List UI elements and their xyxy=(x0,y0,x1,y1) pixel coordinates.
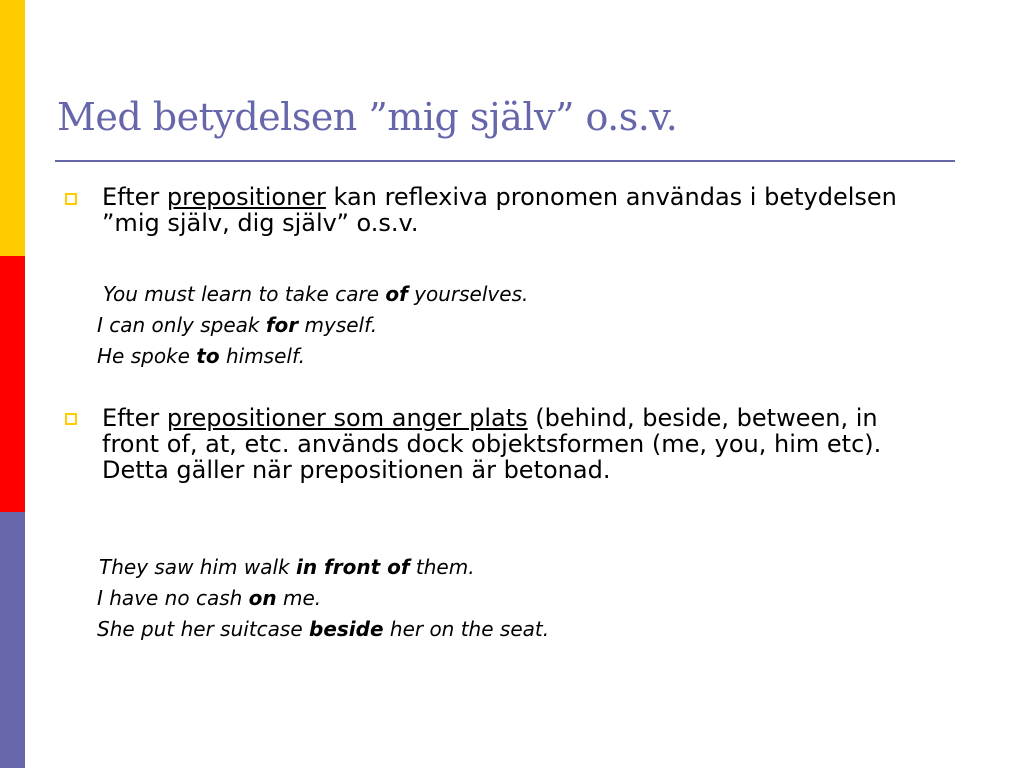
title-underline xyxy=(55,160,955,162)
example-text: her on the seat. xyxy=(383,617,550,641)
point-text: (behind, beside, between, in front of, at, etc. används dock objektsformen (me, you, him etc). Detta gäller när prepositionen är betonad. xyxy=(102,404,882,484)
bullet-square-icon xyxy=(65,413,77,425)
underlined-term: prepositioner xyxy=(166,183,326,211)
example-text: me. xyxy=(276,586,322,610)
example-sentence xyxy=(99,555,475,579)
example-sentence xyxy=(97,586,321,610)
example-sentence xyxy=(97,344,305,368)
example-text: them. xyxy=(409,555,475,579)
example-text: myself. xyxy=(298,313,378,337)
example-preposition: on xyxy=(248,586,277,610)
accent-bar-red xyxy=(0,256,25,512)
example-text: I can only speak xyxy=(97,313,266,337)
example-preposition: for xyxy=(265,313,299,337)
example-preposition: to xyxy=(196,344,220,368)
slide-title: Med betydelsen ”mig själv” o.s.v. xyxy=(57,95,678,139)
underlined-term: prepositioner som anger plats xyxy=(166,404,528,432)
bullet-square-icon xyxy=(65,193,77,205)
accent-bar-yellow xyxy=(0,0,25,256)
example-preposition: in front of xyxy=(295,555,410,579)
example-preposition: of xyxy=(385,282,408,306)
bullet-point-1 xyxy=(102,184,942,236)
example-text: He spoke xyxy=(97,344,197,368)
point-prefix: Efter xyxy=(102,183,167,211)
example-sentence xyxy=(103,282,528,306)
example-text: She put her suitcase xyxy=(97,617,309,641)
example-text: I have no cash xyxy=(97,586,249,610)
bullet-point-2 xyxy=(102,405,942,483)
example-text: himself. xyxy=(219,344,306,368)
example-text: yourselves. xyxy=(407,282,529,306)
point-prefix: Efter xyxy=(102,404,167,432)
example-text: They saw him walk xyxy=(99,555,296,579)
example-preposition: beside xyxy=(309,617,384,641)
example-sentence xyxy=(97,313,377,337)
example-text: You must learn to take care xyxy=(103,282,386,306)
example-sentence xyxy=(97,617,549,641)
accent-bar-purple xyxy=(0,512,25,768)
point-text: kan reflexiva pronomen användas i betydelsen ”mig själv, dig själv” o.s.v. xyxy=(102,183,897,237)
